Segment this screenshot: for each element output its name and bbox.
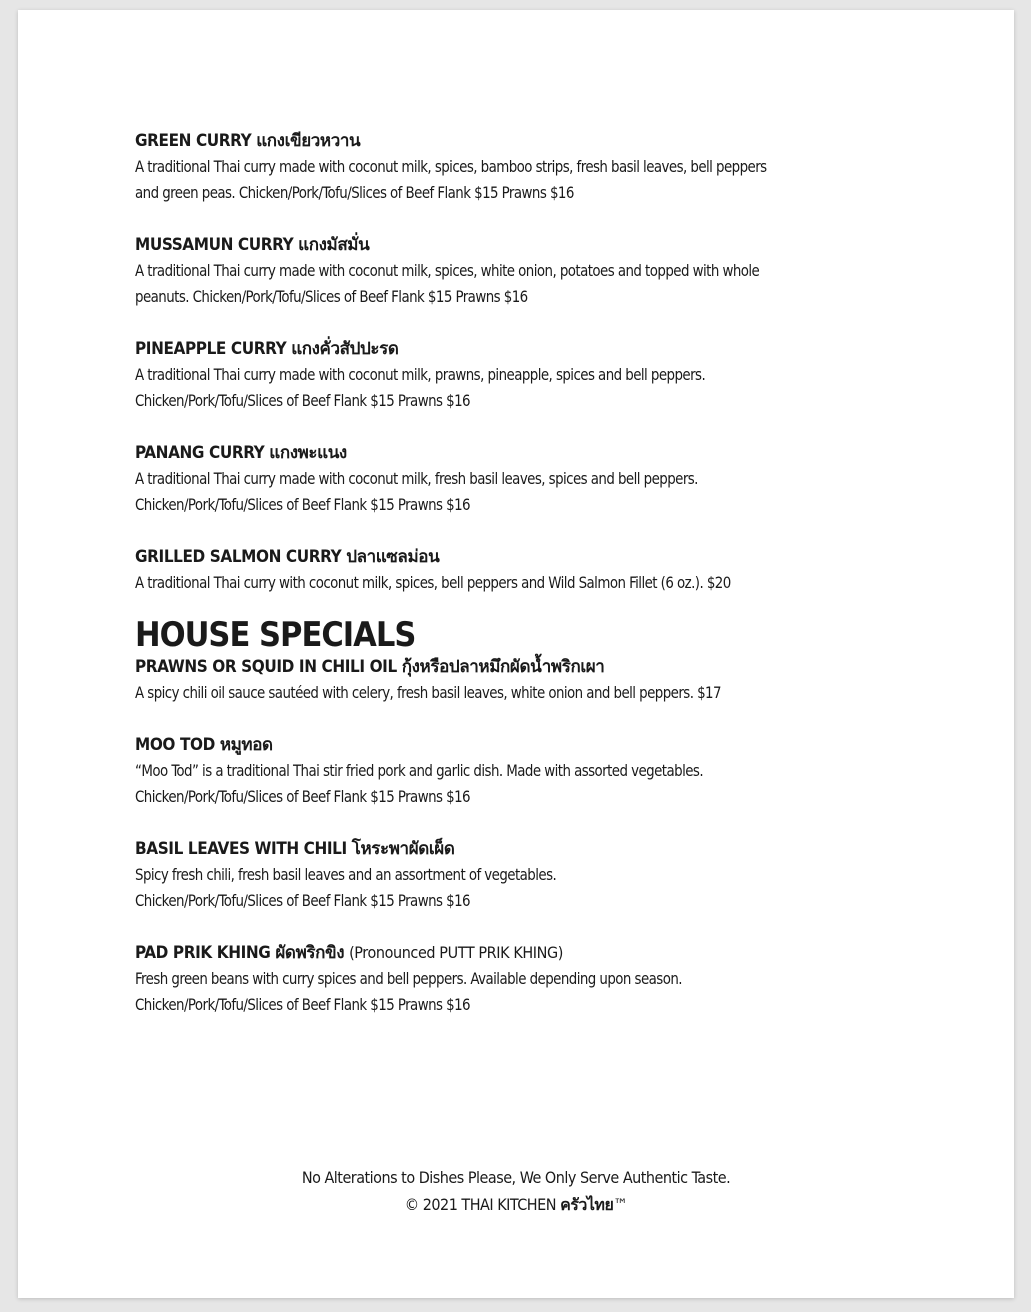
description-line: Chicken/Pork/Tofu/Slices of Beef Flank $15 Prawns $16 xyxy=(135,891,471,910)
item-title xyxy=(135,654,895,680)
menu-item-mussamun-curry xyxy=(135,232,895,310)
description-line: Chicken/Pork/Tofu/Slices of Beef Flank $15 Prawns $16 xyxy=(135,995,471,1014)
description-line: A traditional Thai curry made with coconut milk, fresh basil leaves, spices and bell peppers. xyxy=(135,469,698,488)
item-thai-name: แกงคั่วสัปปะรด xyxy=(291,339,399,359)
description-line: A traditional Thai curry with coconut milk, spices, bell peppers and Wild Salmon Fillet (6 oz.). $20 xyxy=(135,573,731,592)
item-name: PAD PRIK KHING xyxy=(135,943,271,963)
description-line: A spicy chili oil sauce sautéed with celery, fresh basil leaves, white onion and bell peppers. $17 xyxy=(135,683,721,702)
footer-brand-thai: ครัวไทย xyxy=(560,1195,614,1214)
description-line: Chicken/Pork/Tofu/Slices of Beef Flank $15 Prawns $16 xyxy=(135,787,471,806)
item-thai-name: แกงมัสมั่น xyxy=(298,235,370,255)
description-line: Spicy fresh chili, fresh basil leaves and an assortment of vegetables. xyxy=(135,865,557,884)
item-description xyxy=(135,758,898,810)
item-description xyxy=(135,258,898,310)
menu-item-basil-leaves-chili xyxy=(135,836,895,914)
description-line: and green peas. Chicken/Pork/Tofu/Slices of Beef Flank $15 Prawns $16 xyxy=(135,183,574,202)
menu-item-grilled-salmon-curry xyxy=(135,544,895,596)
menu-item-pineapple-curry xyxy=(135,336,895,414)
item-name: GREEN CURRY xyxy=(135,131,252,151)
description-line: A traditional Thai curry made with coconut milk, spices, white onion, potatoes and topped with whole xyxy=(135,261,760,280)
item-description xyxy=(135,680,898,706)
item-description xyxy=(135,570,898,596)
item-title xyxy=(135,732,895,758)
item-title xyxy=(135,440,895,466)
footer-copyright-line xyxy=(18,1191,1014,1218)
menu-footer xyxy=(18,1164,1014,1218)
item-thai-name: กุ้งหรือปลาหมึกผัดน้ำพริกเผา xyxy=(401,657,605,677)
item-description xyxy=(135,862,898,914)
item-thai-name: โหระพาผัดเผ็ด xyxy=(351,839,455,859)
section-title-house-specials: HOUSE SPECIALS xyxy=(135,615,416,655)
description-line: A traditional Thai curry made with coconut milk, spices, bamboo strips, fresh basil leaves, bell peppers xyxy=(135,157,767,176)
item-description xyxy=(135,466,898,518)
item-title xyxy=(135,128,895,154)
menu-item-moo-tod xyxy=(135,732,895,810)
item-description xyxy=(135,966,898,1018)
item-name: MUSSAMUN CURRY xyxy=(135,235,294,255)
menu-page xyxy=(18,10,1014,1298)
item-name: PINEAPPLE CURRY xyxy=(135,339,287,359)
menu-content xyxy=(135,128,895,1044)
item-name: PRAWNS OR SQUID IN CHILI OIL xyxy=(135,657,397,677)
menu-item-pad-prik-khing xyxy=(135,940,895,1018)
item-title xyxy=(135,940,895,966)
item-thai-name: ผัดพริกขิง xyxy=(275,943,345,963)
description-line: A traditional Thai curry made with coconut milk, prawns, pineapple, spices and bell peppers. xyxy=(135,365,706,384)
item-title xyxy=(135,232,895,258)
item-thai-name: หมูทอด xyxy=(219,735,273,755)
item-title xyxy=(135,836,895,862)
item-thai-name: แกงพะแนง xyxy=(269,443,347,463)
item-name: MOO TOD xyxy=(135,735,215,755)
menu-item-panang-curry xyxy=(135,440,895,518)
item-thai-name: ปลาแซลม่อน xyxy=(346,547,440,567)
item-pronunciation: (Pronounced PUTT PRIK KHING) xyxy=(349,943,563,962)
item-name: BASIL LEAVES WITH CHILI xyxy=(135,839,347,859)
item-description xyxy=(135,154,898,206)
footer-note: No Alterations to Dishes Please, We Only Serve Authentic Taste. xyxy=(301,1168,731,1187)
description-line: Chicken/Pork/Tofu/Slices of Beef Flank $15 Prawns $16 xyxy=(135,495,471,514)
item-thai-name: แกงเขียวหวาน xyxy=(256,131,361,151)
trademark-symbol: ™ xyxy=(613,1195,628,1214)
item-title xyxy=(135,336,895,362)
item-description xyxy=(135,362,898,414)
item-name: GRILLED SALMON CURRY xyxy=(135,547,342,567)
item-title xyxy=(135,544,895,570)
item-name: PANANG CURRY xyxy=(135,443,265,463)
description-line: Chicken/Pork/Tofu/Slices of Beef Flank $15 Prawns $16 xyxy=(135,391,471,410)
menu-item-prawns-squid-chili-oil xyxy=(135,654,895,706)
menu-item-green-curry xyxy=(135,128,895,206)
description-line: “Moo Tod” is a traditional Thai stir fried pork and garlic dish. Made with assorted vegetables. xyxy=(135,761,704,780)
description-line: Fresh green beans with curry spices and bell peppers. Available depending upon season. xyxy=(135,969,682,988)
footer-copyright: © 2021 THAI KITCHEN xyxy=(404,1195,556,1214)
description-line: peanuts. Chicken/Pork/Tofu/Slices of Beef Flank $15 Prawns $16 xyxy=(135,287,528,306)
